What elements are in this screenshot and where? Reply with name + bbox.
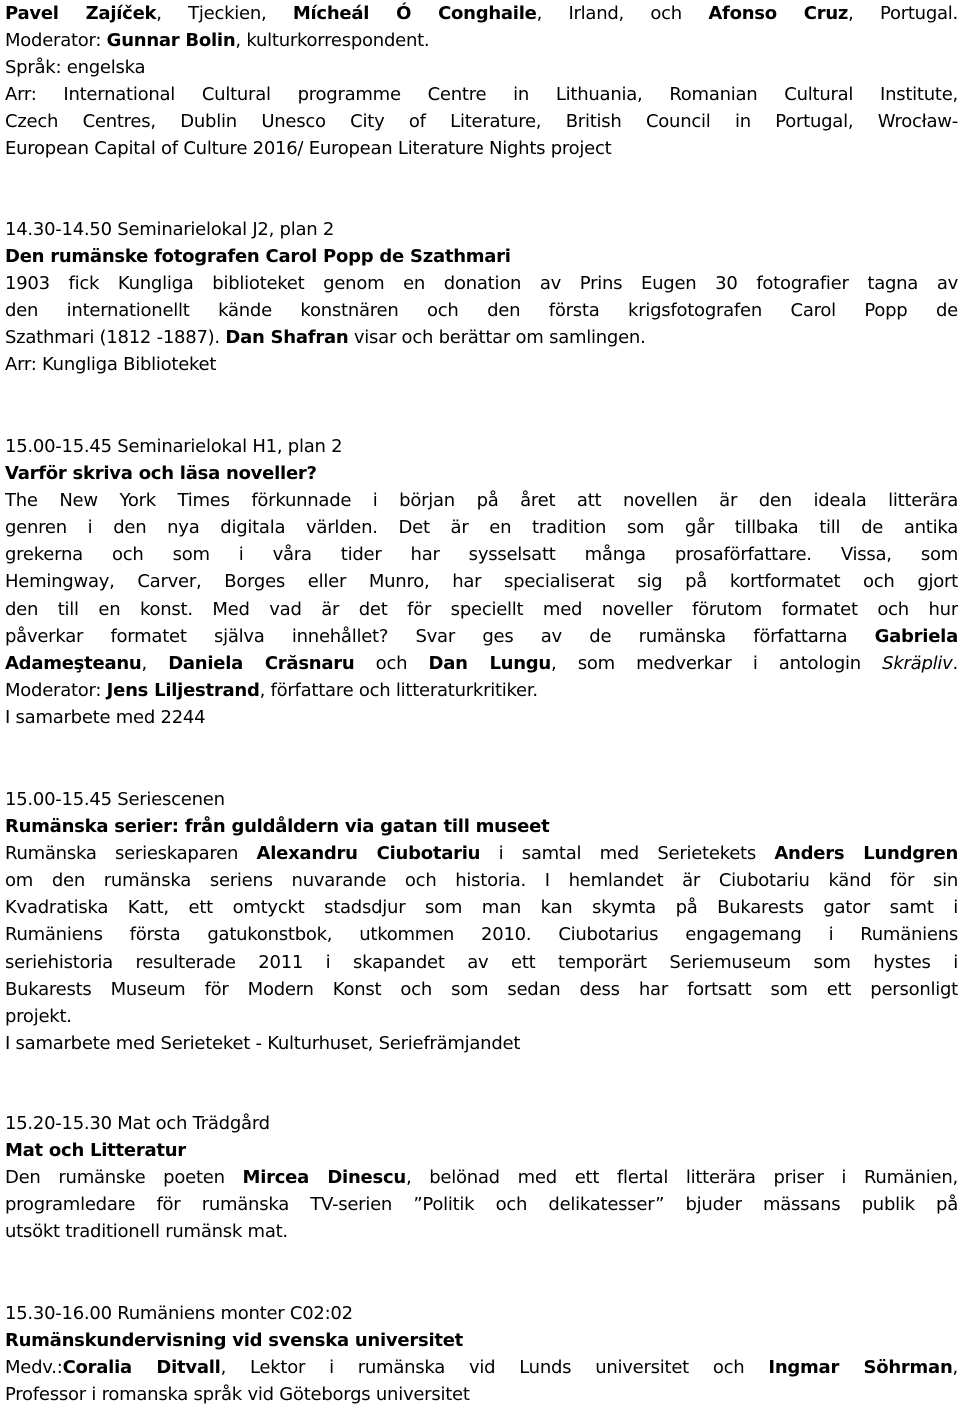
participant-country: , Irland, och bbox=[536, 3, 709, 24]
anthology-title: Skräpliv bbox=[882, 652, 953, 674]
conjunction: och bbox=[354, 652, 429, 674]
event-description-line bbox=[5, 650, 958, 677]
event-description-line: Hemingway, Carver, Borges eller Munro, har specialiserat sig på kortformatet och gjort bbox=[5, 571, 958, 593]
event-description-line: The New York Times förkunnade i början på året att novellen är den ideala litterära bbox=[5, 490, 958, 512]
event-description-line: projekt. bbox=[5, 1005, 72, 1027]
description-text: visar och berättar om samlingen. bbox=[348, 327, 646, 349]
moderator-role: , författare och litteraturkritiker. bbox=[259, 679, 538, 701]
moderator-name: Jens Liljestrand bbox=[106, 679, 260, 701]
description-text: , Lektor i rumänska vid Lunds universitet och bbox=[220, 1357, 769, 1379]
moderator-label: Moderator: bbox=[5, 679, 107, 701]
speaker-name: Dan Shafran bbox=[225, 327, 349, 349]
collaboration-line: I samarbete med Serieteket - Kulturhuset, Seriefrämjandet bbox=[5, 1032, 521, 1054]
event-rumanskundervisning bbox=[5, 1300, 958, 1408]
participant-country: , Tjeckien, bbox=[156, 3, 293, 24]
description-text: Szathmari (1812 -1887). bbox=[5, 327, 226, 349]
event-description-line: genren i den nya digitala världen. Det är en tradition som går tillbaka till de antika bbox=[5, 517, 958, 539]
event-description-line: Rumäniens första gatukonstbok, utkommen 2010. Ciubotarius engagemang i Rumäniens bbox=[5, 924, 958, 946]
language-line: Språk: engelska bbox=[5, 57, 146, 79]
moderator-label: Moderator: bbox=[5, 30, 107, 52]
description-text: Medv.: bbox=[5, 1357, 63, 1379]
event-description-line bbox=[5, 1354, 958, 1381]
separator: , bbox=[141, 652, 169, 674]
event-title: Rumänska serier: från guldåldern via gatan till museet bbox=[5, 816, 550, 838]
event-time-place: 15.00-15.45 Seriescenen bbox=[5, 789, 225, 810]
event-description-line: Professor i romanska språk vid Göteborgs universitet bbox=[5, 1384, 470, 1406]
host-name: Anders Lundgren bbox=[774, 843, 958, 865]
event-description-line: Kvadratiska Katt, ett omtyckt stadsdjur som man kan skymta på Bukarests gator samt i bbox=[5, 897, 958, 919]
event-description-line: programledare för rumänska TV-serien ”Politik och delikatesser” bjuder mässans publik på bbox=[5, 1194, 958, 1216]
intro-section bbox=[5, 0, 958, 163]
event-title: Den rumänske fotografen Carol Popp de Szathmari bbox=[5, 246, 511, 268]
event-description-line bbox=[5, 840, 958, 867]
event-description-line bbox=[5, 623, 958, 650]
event-time-place: 15.30-16.00 Rumäniens monter C02:02 bbox=[5, 1303, 353, 1324]
description-text: Den rumänske poeten bbox=[5, 1167, 243, 1189]
description-text: påverkar formatet själva innehållet? Svar ges av de rumänska författarna bbox=[5, 625, 875, 647]
moderator-role: , kulturkorrespondent. bbox=[235, 30, 430, 52]
organizer-line: Czech Centres, Dublin Unesco City of Literature, British Council in Portugal, Wrocław- bbox=[5, 111, 958, 133]
description-text: i samtal med Serietekets bbox=[480, 843, 775, 865]
moderator-line bbox=[5, 677, 958, 704]
participant-name: Pavel Zajíček bbox=[5, 3, 157, 24]
event-time-place: 14.30-14.50 Seminarielokal J2, plan 2 bbox=[5, 219, 335, 240]
event-time-place: 15.20-15.30 Mat och Trädgård bbox=[5, 1113, 270, 1134]
event-title: Varför skriva och läsa noveller? bbox=[5, 463, 317, 485]
event-time-place: 15.00-15.45 Seminarielokal H1, plan 2 bbox=[5, 436, 343, 457]
event-description-line: grekerna och som i våra tider har sysselsatt många prosaförfattare. Vissa, som bbox=[5, 544, 958, 566]
participant-name: Afonso Cruz bbox=[708, 3, 849, 24]
poet-name: Mircea Dinescu bbox=[242, 1167, 406, 1189]
panel-participants-line bbox=[5, 0, 958, 27]
event-description-line bbox=[5, 324, 958, 351]
author-name: Adameşteanu bbox=[5, 652, 142, 674]
event-carol-popp bbox=[5, 216, 958, 379]
event-description-line: 1903 fick Kungliga biblioteket genom en donation av Prins Eugen 30 fotografier tagna av bbox=[5, 273, 958, 295]
description-text: , bbox=[952, 1357, 958, 1379]
event-description-line: den till en konst. Med vad är det för speciellt med noveller förutom formatet och hur bbox=[5, 598, 958, 620]
event-description-line: Bukarests Museum för Modern Konst och som sedan dess har fortsatt som ett personligt bbox=[5, 978, 958, 1000]
event-rumanska-serier bbox=[5, 786, 958, 1057]
participant-country: , Portugal. bbox=[848, 3, 958, 24]
participant-name: Mícheál Ó Conghaile bbox=[292, 3, 537, 24]
event-noveller bbox=[5, 433, 958, 731]
event-title: Mat och Litteratur bbox=[5, 1140, 186, 1162]
event-description-line: utsökt traditionell rumänsk mat. bbox=[5, 1221, 288, 1243]
event-title: Rumänskundervisning vid svenska universitet bbox=[5, 1330, 464, 1352]
artist-name: Alexandru Ciubotariu bbox=[256, 843, 481, 865]
participant-name: Ingmar Söhrman bbox=[768, 1357, 953, 1379]
description-text: , belönad med ett flertal litterära priser i Rumänien, bbox=[405, 1167, 958, 1189]
event-organizer: Arr: Kungliga Biblioteket bbox=[5, 354, 217, 376]
period: . bbox=[952, 652, 958, 674]
moderator-line bbox=[5, 27, 958, 54]
organizer-line: Arr: International Cultural programme Centre in Lithuania, Romanian Cultural Institute, bbox=[5, 84, 958, 106]
participant-name: Coralia Ditvall bbox=[62, 1357, 221, 1379]
author-name: Gabriela bbox=[874, 625, 958, 647]
organizer-line: European Capital of Culture 2016/ European Literature Nights project bbox=[5, 138, 612, 160]
event-description-line: om den rumänska seriens nuvarande och historia. I hemlandet är Ciubotariu känd för sin bbox=[5, 870, 958, 892]
description-text: Rumänska serieskaparen bbox=[5, 843, 257, 865]
event-mat-och-litteratur bbox=[5, 1110, 958, 1245]
author-name: Dan Lungu bbox=[428, 652, 551, 674]
event-description-line: den internationellt kände konstnären och den första krigsfotografen Carol Popp de bbox=[5, 300, 958, 322]
event-description-line: seriehistoria resulterade 2011 i skapandet av ett temporärt Seriemuseum som hystes i bbox=[5, 951, 958, 973]
description-text: , som medverkar i antologin bbox=[551, 652, 883, 674]
collaboration-line: I samarbete med 2244 bbox=[5, 706, 206, 728]
event-description-line bbox=[5, 1164, 958, 1191]
moderator-name: Gunnar Bolin bbox=[106, 30, 236, 52]
author-name: Daniela Crăsnaru bbox=[168, 652, 355, 674]
